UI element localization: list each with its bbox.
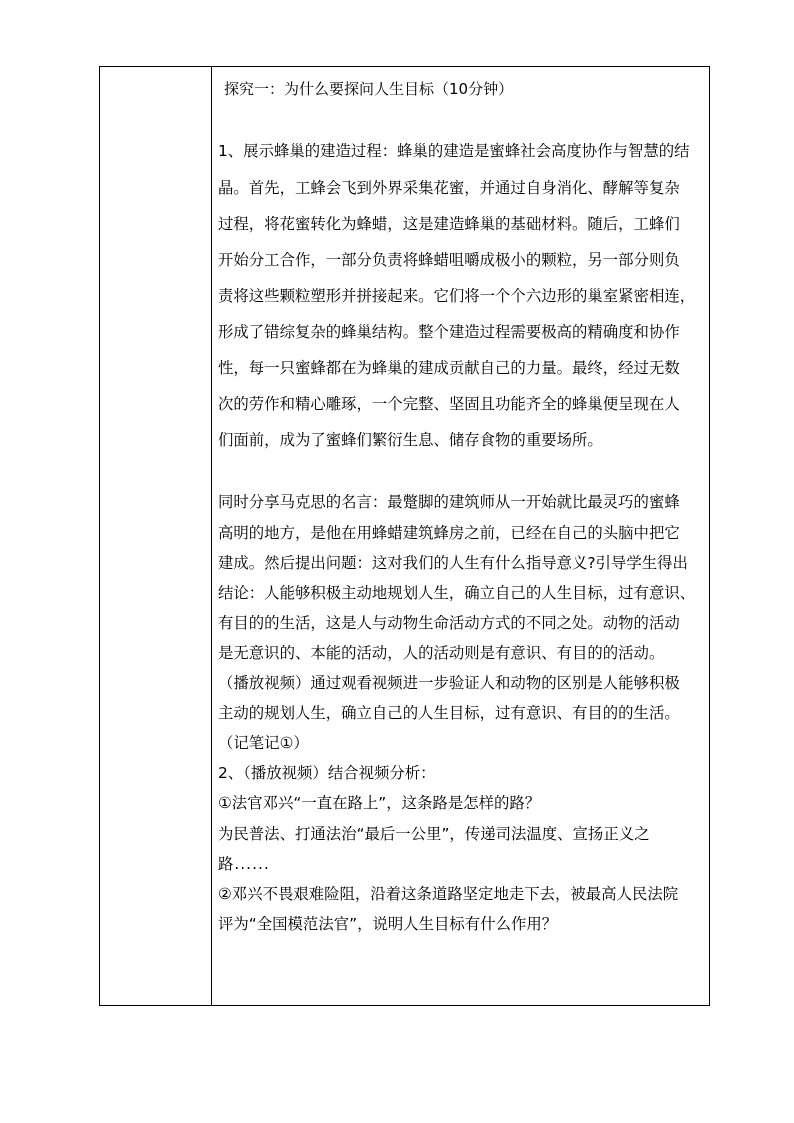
paragraph-line: 建成。然后提出问题：这对我们的人生有什么指导意义?引导学生得出 bbox=[218, 554, 688, 572]
paragraph-line: 有目的的生活，这是人与动物生命活动方式的不同之处。动物的活动 bbox=[218, 614, 680, 632]
paragraph-line: 形成了错综复杂的蜂巢结构。整个建造过程需要极高的精确度和协作 bbox=[218, 323, 680, 341]
paragraph-line: 过程，将花蜜转化为蜂蜡，这是建造蜂巢的基础材料。随后，工蜂们 bbox=[218, 215, 680, 233]
paragraph-line: 是无意识的、本能的活动，人的活动则是有意识、有目的的活动。 bbox=[218, 644, 665, 662]
paragraph-line: 晶。首先，工蜂会飞到外界采集花蜜，并通过自身消化、酵解等复杂 bbox=[218, 179, 680, 197]
lesson-table bbox=[99, 66, 710, 1006]
question-line: ①法官邓兴“一直在路上”，这条路是怎样的路？ bbox=[218, 794, 541, 812]
paragraph-line: 开始分工合作，一部分负责将蜂蜡咀嚼成极小的颗粒，另一部分则负 bbox=[218, 251, 680, 269]
paragraph-line: 性，每一只蜜蜂都在为蜂巢的建成贡献自己的力量。最终，经过无数 bbox=[218, 359, 680, 377]
section-heading: 探究一：为什么要探问人生目标（10分钟） bbox=[224, 80, 514, 98]
column-divider bbox=[211, 67, 212, 1005]
paragraph-line: 主动的规划人生，确立自己的人生目标，过有意识、有目的的生活。 bbox=[218, 704, 680, 722]
paragraph-line: 2、（播放视频）结合视频分析： bbox=[218, 764, 436, 782]
paragraph-line: 结论：人能够积极主动地规划人生，确立自己的人生目标，过有意识、 bbox=[218, 584, 696, 602]
paragraph-line: 责将这些颗粒塑形并拼接起来。它们将一个个六边形的巢室紧密相连， bbox=[218, 287, 696, 305]
paragraph-line: 1、展示蜂巢的建造过程：蜂巢的建造是蜜蜂社会高度协作与智慧的结 bbox=[218, 142, 690, 160]
paragraph-line: 同时分享马克思的名言：最蹩脚的建筑师从一开始就比最灵巧的蜜蜂 bbox=[218, 493, 680, 511]
paragraph-line: （记笔记①） bbox=[218, 734, 309, 752]
question-line: ②邓兴不畏艰难险阻，沿着这条道路坚定地走下去，被最高人民法院 bbox=[218, 885, 679, 903]
paragraph-line: 次的劳作和精心雕琢，一个完整、坚固且功能齐全的蜂巢便呈现在人 bbox=[218, 395, 680, 413]
question-line: 评为“全国模范法官”，说明人生目标有什么作用？ bbox=[218, 915, 558, 933]
paragraph-line: 们面前，成为了蜜蜂们繁衍生息、储存食物的重要场所。 bbox=[218, 431, 603, 449]
answer-line: 为民普法、打通法治“最后一公里”，传递司法温度、宣扬正义之 bbox=[218, 825, 650, 843]
answer-line: 路...... bbox=[218, 855, 270, 873]
paragraph-line: 高明的地方，是他在用蜂蜡建筑蜂房之前，已经在自己的头脑中把它 bbox=[218, 524, 680, 542]
paragraph-line: （播放视频）通过观看视频进一步验证人和动物的区别是人能够积极 bbox=[218, 674, 680, 692]
